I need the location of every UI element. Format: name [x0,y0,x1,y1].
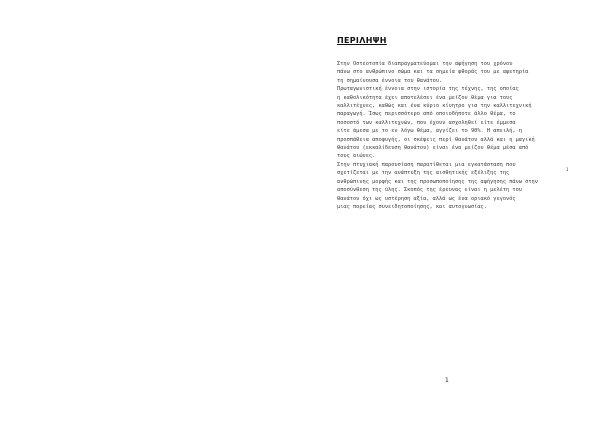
text-line: ποσοστό των καλλιτεχνών, που έχουν ασχοληθεί είτε έμμεσα [337,119,516,126]
text-line: Στην πτυχιακή παρουσίαση παρατίθεται μια εγκατάσταση που [337,161,516,168]
text-line: παραγωγή. Ίσως περισσότερο από οποιοδήποτε άλλο θέμα, το [337,111,516,118]
text-line: θανάτου όχι ως υστέρηση αξία, αλλά ως ένα οριακό γεγονός [337,195,516,202]
text-line: Πρωταγωνιστική έννοια στην ιστορία της τέχνης, της οποίας [337,86,519,93]
text-line: προσπάθεια αποφυγής, οι σκέψεις περί θανάτου αλλά και η μαγική [337,136,535,143]
text-line: είτε άμεσα με το εν λόγω θέμα, αγγίζει το 90%. Η απειλή, η [337,128,522,135]
abstract-body [337,60,569,211]
text-line: τη σημαίνουσα έννοια του θανάτου. [337,77,443,84]
page-number: 1 [445,377,449,384]
text-line: μιας πορείας συνειδητοποίησης, και αυτογνωσίας. [337,203,487,210]
paragraph-3 [337,161,569,211]
text-line: πάνω στο ανθρώπινο σώμα και τα σημεία φθοράς του με αφετηρία [337,69,529,76]
footnote-marker: 1 [566,167,569,172]
text-line: Στην Οστεοτοπία διαπραγματεύομαι την αφήγηση του χρόνου [337,61,513,67]
text-line: θανάτου (εκκαλίδευση θανάτου) είναι ένα μείζον θέμα μέσα από [337,145,529,152]
text-line: καλλιτέχνες, καθώς και ένα κύριο κίνητρο για την καλλιτεχνική [337,103,532,110]
paragraph-1 [337,60,569,85]
paragraph-2 [337,85,569,161]
text-line: η καθολικότητα έχει αποτελέσει ένα μείζον θέμα για τους [337,94,513,101]
text-line: σχετίζεται με την ανάπτυξη της αισθητικής εξέλιξης της [337,170,510,177]
page-title: ΠΕΡΙΛΗΨΗ [337,36,387,45]
text-line: ανθρώπινης μορφής και της προσωποποίησης της αφήγησης πάνω στην [337,178,538,185]
text-line: αποσύνθεση της ύλης. Σκοπός της έρευνας είναι η μελέτη του [337,187,522,194]
text-line: τους αιώνες. [337,153,376,160]
